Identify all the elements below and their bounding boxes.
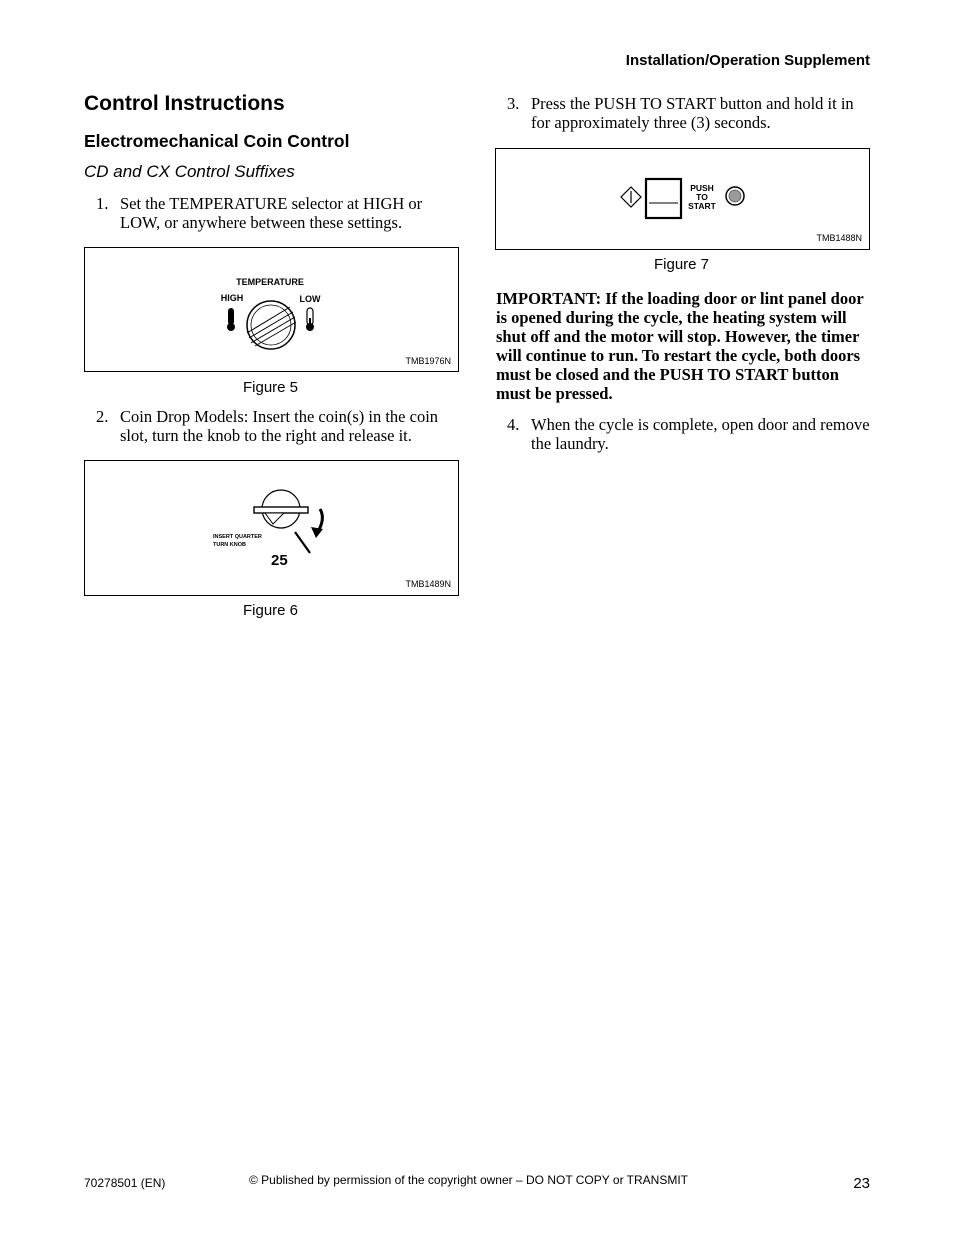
step-number: 4. [507,415,520,434]
step-text: Set the TEMPERATURE selector at HIGH or LOW, or anywhere between these settings. [120,194,423,232]
figure-6 [84,460,459,596]
step-2 [96,407,460,447]
high-label: HIGH [220,293,244,303]
figure-code: TMB1976N [405,356,451,366]
figure-code: TMB1488N [816,233,862,243]
turn-knob-label: TURN KNOB [213,542,246,548]
figure-6-caption: Figure 6 [243,602,299,619]
step-3 [507,94,871,134]
step-number: 2. [96,407,109,426]
push-to-start-button-frame [646,179,681,218]
figure-code: TMB1489N [405,579,451,589]
footer-copyright: © Published by permission of the copyright owner – DO NOT COPY or TRANSMIT [249,1173,689,1187]
indicator-light-icon [726,187,744,205]
temperature-label: TEMPERATURE [236,277,304,287]
turn-right-arrow-icon [311,509,323,538]
coin-knob-icon [254,490,308,528]
coin-value: 25 [271,552,288,569]
footer-doc-number: 70278501 (EN) [84,1176,166,1190]
section-subtitle: Electromechanical Coin Control [84,131,350,151]
header-title: Installation/Operation Supplement [625,52,870,69]
step-4 [507,415,871,455]
coin-slot-icon [295,532,310,553]
page-number: 23 [853,1175,870,1192]
start-diamond-icon [621,187,641,207]
figure-5-caption: Figure 5 [243,379,299,396]
step-text: When the cycle is complete, open door and remove the laundry. [531,415,870,453]
step-text: Coin Drop Models: Insert the coin(s) in the coin slot, turn the knob to the right and release it. [120,407,439,445]
step-1 [96,194,460,234]
push-label: PUSH [690,183,714,193]
step-number: 1. [96,194,109,213]
thermometer-low-icon [306,308,314,331]
coin-slot-illustration [85,461,458,595]
push-to-start-illustration [496,149,869,249]
low-label: LOW [299,294,321,304]
temperature-knob-icon [247,301,296,349]
section-title: Control Instructions [84,92,285,115]
temperature-selector-illustration [85,248,458,371]
step-number: 3. [507,94,520,113]
to-label: TO [696,192,708,202]
step-text: Press the PUSH TO START button and hold it in for approximately three (3) seconds. [531,94,854,132]
insert-quarter-label: INSERT QUARTER [213,534,262,540]
thermometer-high-icon [227,308,235,331]
figure-7-caption: Figure 7 [654,256,710,273]
figure-7 [495,148,870,250]
start-label: START [688,201,716,211]
important-note: IMPORTANT: If the loading door or lint panel door is opened during the cycle, the heating system will shut off and the motor will stop. However, the timer will continue to run. To restart the cycle, both doors must be closed and the PUSH TO START button must be pressed. [496,289,864,403]
figure-5 [84,247,459,372]
section-subsubtitle: CD and CX Control Suffixes [84,162,295,181]
